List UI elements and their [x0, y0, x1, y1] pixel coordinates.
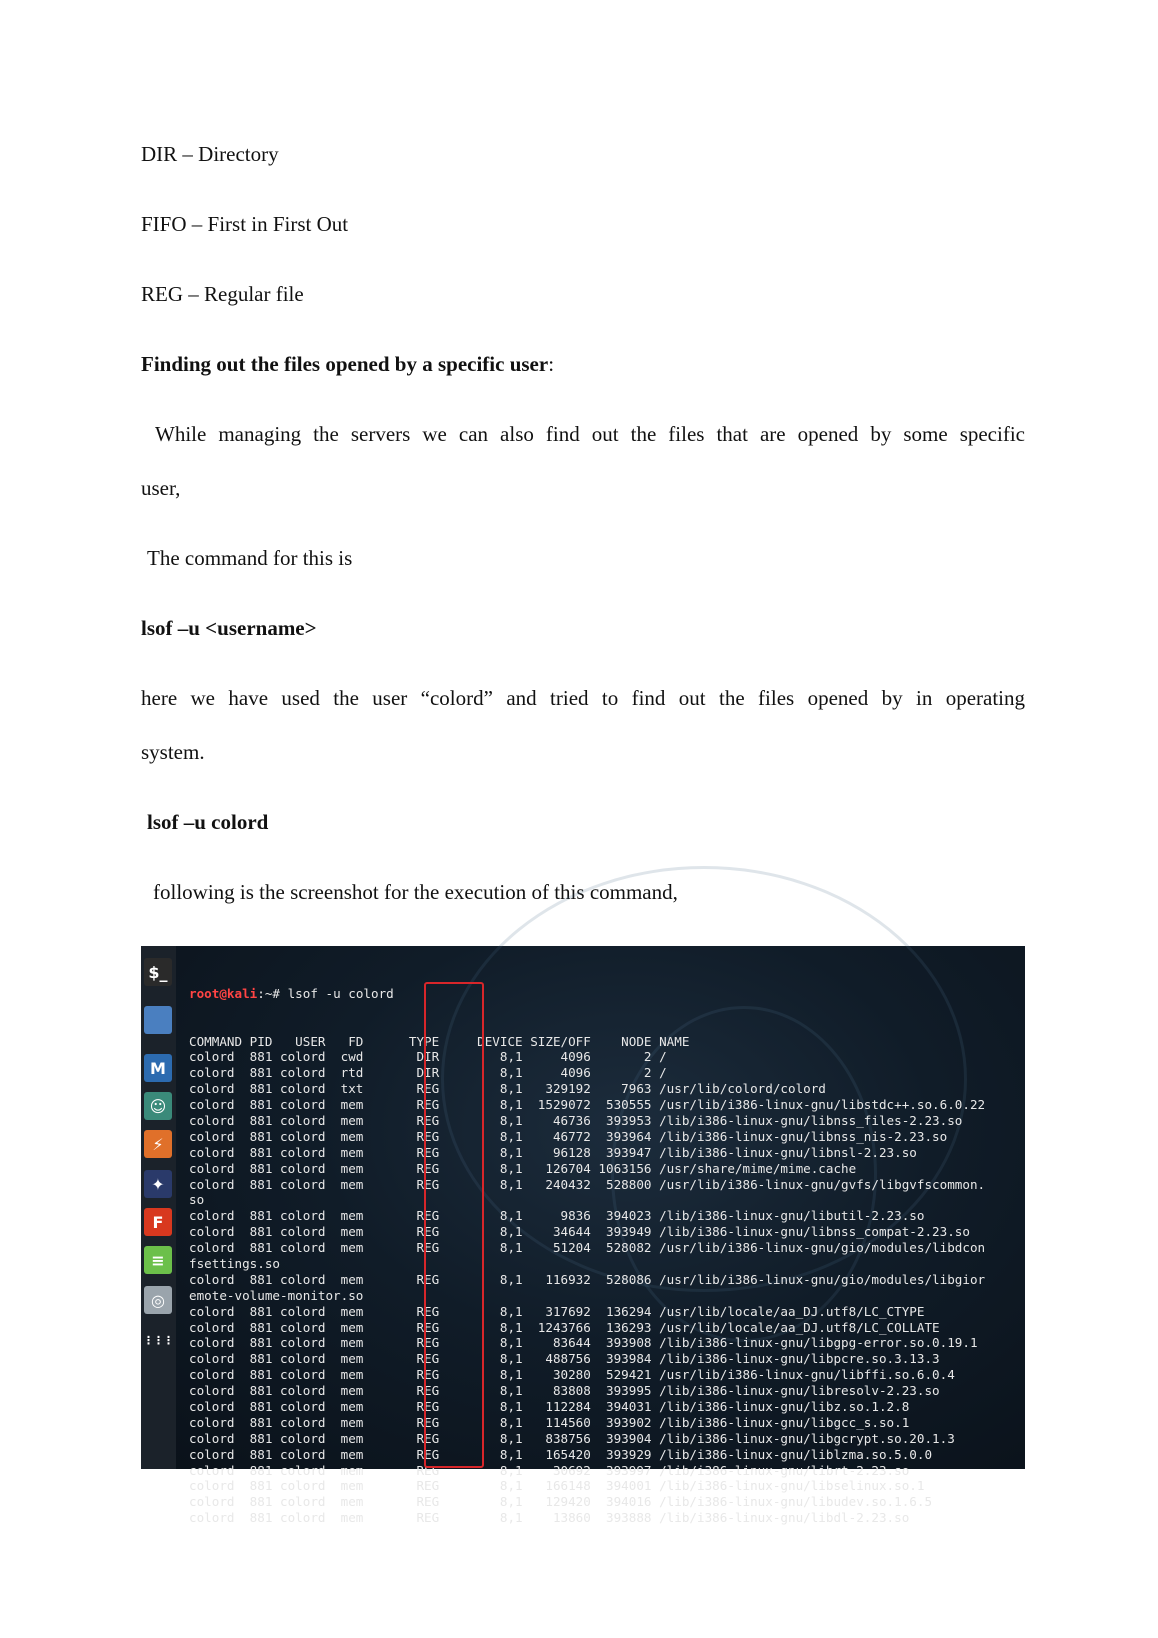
terminal-prompt-line [189, 986, 1025, 1002]
terminal-row: fsettings.so [189, 1255, 280, 1271]
terminal-output [189, 954, 1025, 1558]
folder-icon[interactable] [144, 1006, 172, 1034]
terminal-row: colord 881 colord txt REG 8,1 329192 7963 /usr/lib/colord/colord [189, 1081, 826, 1097]
armitage-icon[interactable] [144, 1092, 172, 1120]
terminal-header-row: COMMAND PID USER FD TYPE DEVICE SIZE/OFF NODE NAME [189, 1033, 690, 1049]
command-intro: The command for this is [147, 546, 353, 570]
burpsuite-glyph: ⚡ [152, 1134, 164, 1154]
faraday-icon[interactable] [144, 1208, 172, 1236]
terminal-row: colord 881 colord mem REG 8,1 165420 393929 /lib/i386-linux-gnu/liblzma.so.5.0.0 [189, 1446, 933, 1462]
metasploit-glyph: M [150, 1058, 166, 1078]
dir-definition: DIR – Directory [141, 142, 279, 166]
section-heading-colon: : [548, 352, 555, 376]
user-column-highlight [424, 982, 484, 1468]
example-paragraph-line1: here we have used the user “colord” and tried to find out the files opened by in operating [141, 686, 1025, 710]
terminal-icon[interactable] [144, 958, 172, 986]
faraday-glyph: F [152, 1212, 164, 1232]
prompt-command: :~# lsof -u colord [257, 985, 394, 1001]
terminal-row: colord 881 colord mem REG 8,1 83644 393908 /lib/i386-linux-gnu/libgpg-error.so.0.19.1 [189, 1335, 978, 1351]
notes-glyph: ≡ [151, 1250, 165, 1270]
armitage-glyph: ☺ [149, 1096, 167, 1116]
prompt-user: root@kali [189, 985, 258, 1001]
terminal-row: colord 881 colord mem REG 8,1 34644 393949 /lib/i386-linux-gnu/libnss_compat-2.23.so [189, 1224, 970, 1240]
terminal-row: colord 881 colord mem REG 8,1 46772 393964 /lib/i386-linux-gnu/libnss_nis-2.23.so [189, 1128, 948, 1144]
section-heading-text: Finding out the files opened by a specific user [141, 352, 549, 376]
terminal-row: colord 881 colord mem REG 8,1 317692 136294 /usr/lib/locale/aa_DJ.utf8/LC_CTYPE [189, 1303, 925, 1319]
terminal-row: colord 881 colord mem REG 8,1 13860 393888 /lib/i386-linux-gnu/libdl-2.23.so [189, 1510, 910, 1526]
notes-icon[interactable] [144, 1246, 172, 1274]
managing-paragraph-line1: While managing the servers we can also find out the files that are opened by some specific [155, 422, 1025, 446]
terminal-row: colord 881 colord mem REG 8,1 51204 528082 /usr/lib/i386-linux-gnu/gio/modules/libdcon [189, 1240, 986, 1256]
terminal-row: colord 881 colord mem REG 8,1 488756 393984 /lib/i386-linux-gnu/libpcre.so.3.13.3 [189, 1351, 940, 1367]
terminal-row: colord 881 colord mem REG 8,1 30280 529421 /usr/lib/i386-linux-gnu/libffi.so.6.0.4 [189, 1367, 955, 1383]
colord-command: lsof –u colord [147, 810, 269, 834]
fifo-definition: FIFO – First in First Out [141, 212, 349, 236]
terminal-row: colord 881 colord mem REG 8,1 1243766 136293 /usr/lib/locale/aa_DJ.utf8/LC_COLLATE [189, 1319, 940, 1335]
screenshot-icon[interactable] [144, 1286, 172, 1314]
section-heading [141, 350, 554, 378]
example-paragraph [141, 684, 1025, 712]
terminal-row: colord 881 colord mem REG 8,1 46736 393953 /lib/i386-linux-gnu/libnss_files-2.23.so [189, 1112, 963, 1128]
maltego-glyph: ✦ [151, 1174, 165, 1194]
kali-dock [141, 946, 176, 1469]
terminal-glyph: $_ [148, 962, 168, 982]
terminal-row: colord 881 colord mem REG 8,1 83808 393995 /lib/i386-linux-gnu/libresolv-2.23.so [189, 1383, 940, 1399]
terminal-screenshot [141, 946, 1025, 1526]
terminal-row: colord 881 colord mem REG 8,1 126704 1063156 /usr/share/mime/mime.cache [189, 1160, 857, 1176]
terminal-row: colord 881 colord rtd DIR 8,1 4096 2 / [189, 1065, 667, 1081]
terminal-row: colord 881 colord mem REG 8,1 114560 393902 /lib/i386-linux-gnu/libgcc_s.so.1 [189, 1414, 910, 1430]
generic-command: lsof –u <username> [141, 616, 317, 640]
terminal-row: colord 881 colord cwd DIR 8,1 4096 2 / [189, 1049, 667, 1065]
terminal-row: colord 881 colord mem REG 8,1 240432 528800 /usr/lib/i386-linux-gnu/gvfs/libgvfscommon. [189, 1176, 986, 1192]
terminal-row: colord 881 colord mem REG 8,1 166148 394001 /lib/i386-linux-gnu/libselinux.so.1 [189, 1478, 925, 1494]
terminal-row: colord 881 colord mem REG 8,1 1529072 530555 /usr/lib/i386-linux-gnu/libstdc++.so.6.0.22 [189, 1097, 986, 1113]
apps-grid-glyph: ⋮⋮⋮ [143, 1333, 173, 1347]
metasploit-icon[interactable] [144, 1054, 172, 1082]
managing-paragraph-line2: user, [141, 476, 181, 500]
terminal-row: colord 881 colord mem REG 8,1 116932 528086 /usr/lib/i386-linux-gnu/gio/modules/libgior [189, 1271, 986, 1287]
terminal-row: colord 881 colord mem REG 8,1 838756 393904 /lib/i386-linux-gnu/libgcrypt.so.20.1.3 [189, 1430, 955, 1446]
terminal-row: so [189, 1192, 205, 1208]
maltego-icon[interactable] [144, 1170, 172, 1198]
managing-paragraph [155, 420, 1025, 448]
terminal-row: colord 881 colord mem REG 8,1 112284 394031 /lib/i386-linux-gnu/libz.so.1.2.8 [189, 1399, 910, 1414]
screenshot-caption: following is the screenshot for the execution of this command, [153, 880, 678, 904]
terminal-row: colord 881 colord mem REG 8,1 30692 393997 /lib/i386-linux-gnu/librt-2.23.so [189, 1462, 910, 1478]
burpsuite-icon[interactable] [144, 1130, 172, 1158]
terminal-row: emote-volume-monitor.so [189, 1287, 364, 1303]
screenshot-glyph: ◎ [151, 1290, 165, 1310]
reg-definition: REG – Regular file [141, 282, 304, 306]
apps-grid-icon[interactable] [144, 1326, 172, 1354]
terminal-row: colord 881 colord mem REG 8,1 9836 394023 /lib/i386-linux-gnu/libutil-2.23.so [189, 1208, 925, 1224]
terminal-row: colord 881 colord mem REG 8,1 129420 394016 /lib/i386-linux-gnu/libudev.so.1.6.5 [189, 1494, 933, 1510]
terminal-row: colord 881 colord mem REG 8,1 96128 393947 /lib/i386-linux-gnu/libnsl-2.23.so [189, 1144, 917, 1160]
example-paragraph-line2: system. [141, 740, 205, 764]
terminal-lines [189, 1034, 1025, 1527]
